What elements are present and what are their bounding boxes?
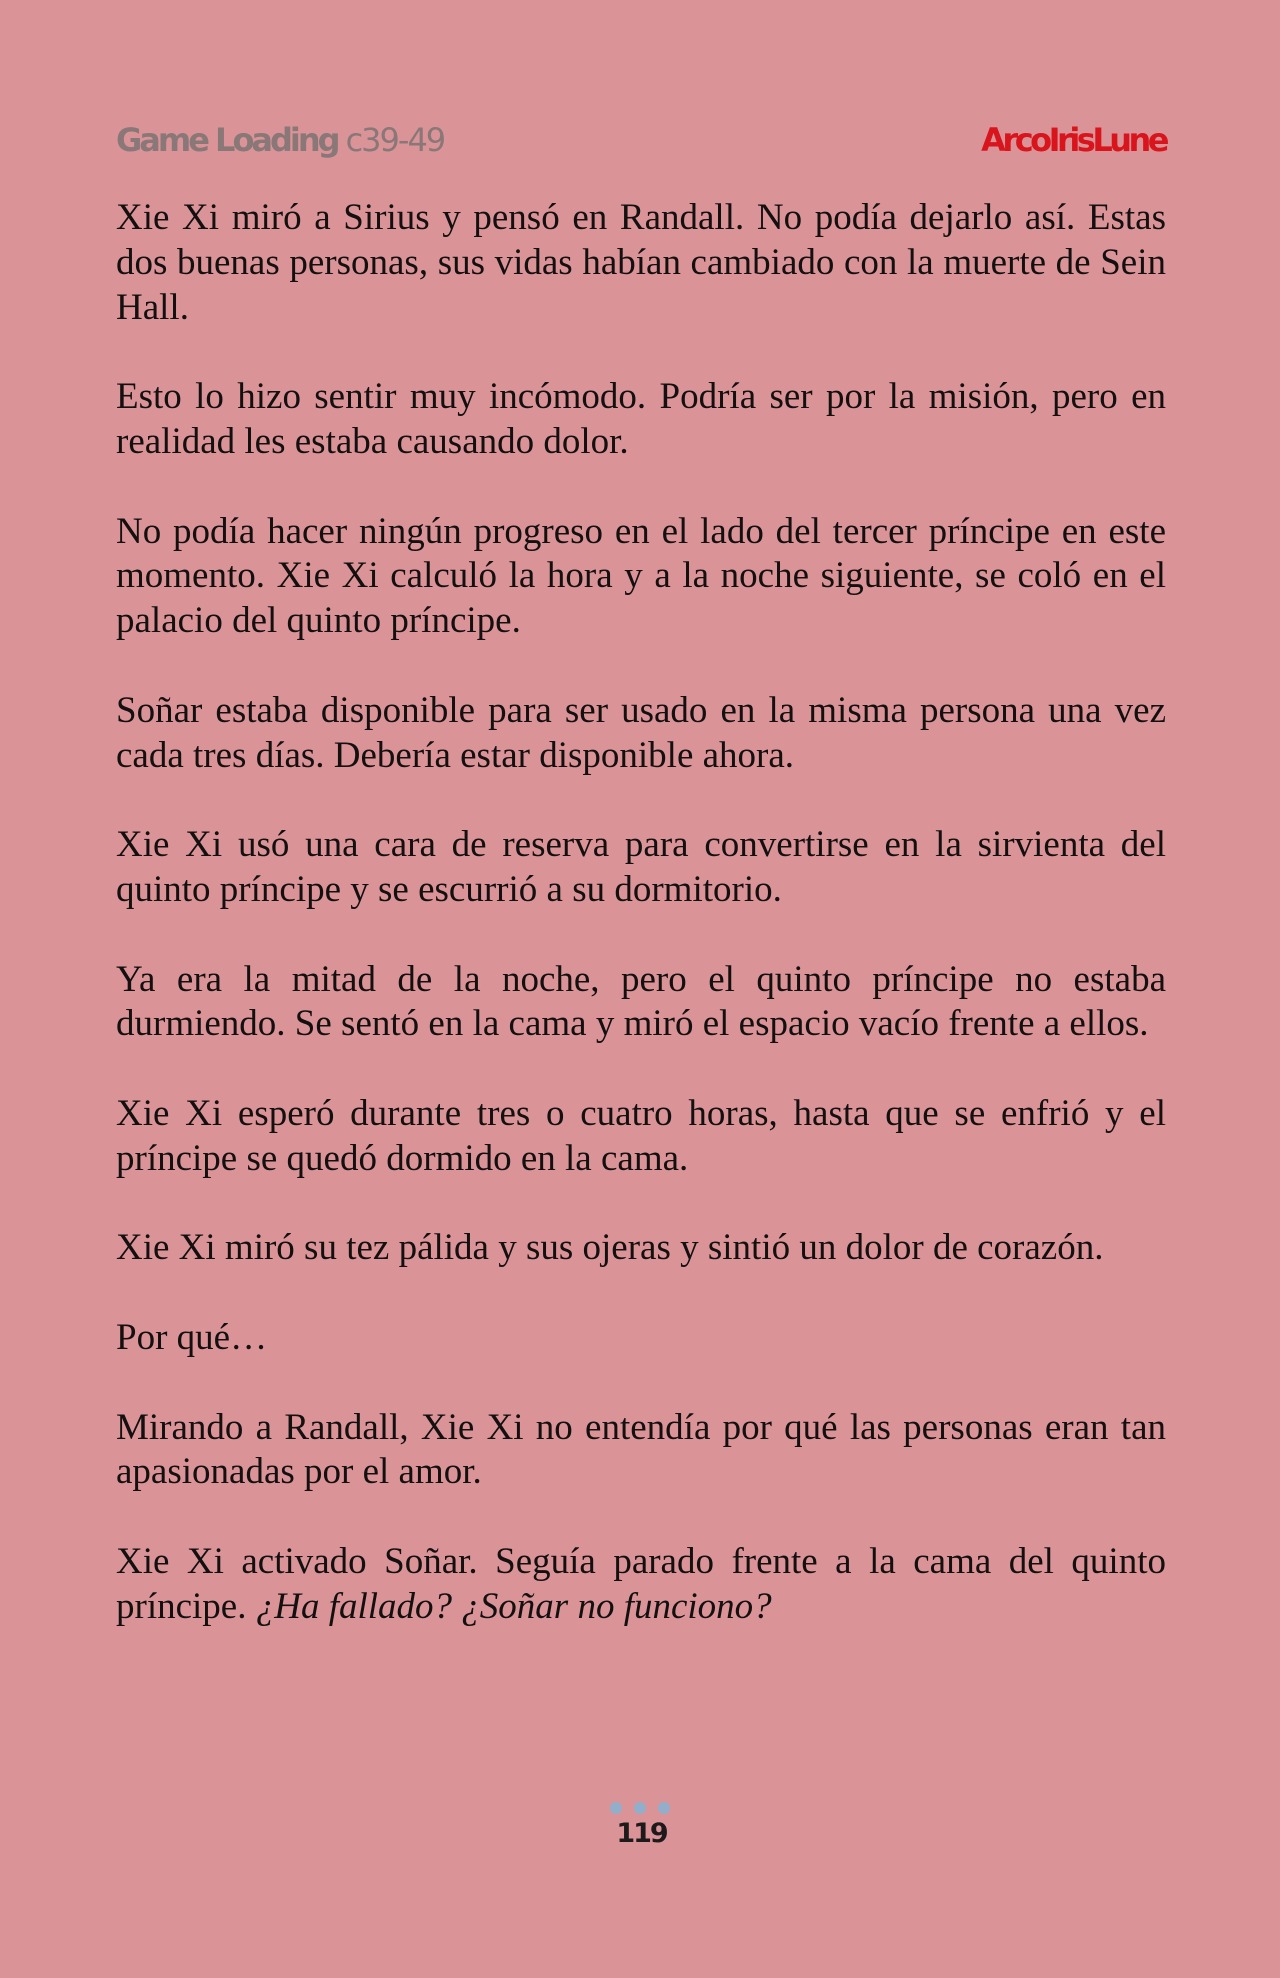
book-title: Game Loading xyxy=(116,121,338,159)
paragraph-11 xyxy=(116,1540,1166,1630)
running-title xyxy=(116,118,444,162)
dot-icon xyxy=(658,1802,670,1814)
page-number: 119 xyxy=(616,1818,667,1849)
paragraph-3: No podía hacer ningún progreso en el lado del tercer príncipe en este momento. Xie Xi calculó la hora y a la noche siguiente, se coló en el palacio del quinto príncipe. xyxy=(116,510,1166,642)
paragraph-11-text: Xie Xi activado Soñar. Seguía parado frente a la cama del quinto príncipe. xyxy=(116,1540,1166,1627)
paragraph-8: Xie Xi miró su tez pálida y sus ojeras y sintió un dolor de corazón. xyxy=(116,1227,1104,1269)
paragraph-6: Ya era la mitad de la noche, pero el quinto príncipe no estaba durmiendo. Se sentó en la cama y miró el espacio vacío frente a ellos. xyxy=(116,958,1166,1045)
page-header xyxy=(116,118,1166,162)
paragraph-7: Xie Xi esperó durante tres o cuatro horas, hasta que se enfrió y el príncipe se quedó dormido en la cama. xyxy=(116,1092,1166,1179)
paragraph-9: Por qué… xyxy=(116,1316,268,1358)
paragraph-11-italic-thought: ¿Ha fallado? ¿Soñar no funciono? xyxy=(255,1585,772,1627)
paragraph-5: Xie Xi usó una cara de reserva para convertirse en la sirvienta del quinto príncipe y se escurrió a su dormitorio. xyxy=(116,824,1166,910)
dot-icon xyxy=(634,1802,646,1814)
paragraph-4: Soñar estaba disponible para ser usado en la misma persona una vez cada tres días. Debería estar disponible ahora. xyxy=(116,689,1166,776)
author-name: ArcoIrisLune xyxy=(981,121,1166,159)
paragraph-10: Mirando a Randall, Xie Xi no entendía por qué las personas eran tan apasionadas por el amor. xyxy=(116,1406,1166,1493)
page-footer xyxy=(0,1802,1280,1872)
chapter-range: c39-49 xyxy=(345,121,445,159)
paragraph-2: Esto lo hizo sentir muy incómodo. Podría ser por la misión, pero en realidad les estaba causando dolor. xyxy=(116,376,1166,462)
page-body xyxy=(116,196,1166,1630)
dot-icon xyxy=(610,1802,622,1814)
paragraph-1: Xie Xi miró a Sirius y pensó en Randall. No podía dejarlo así. Estas dos buenas personas, sus vidas habían cambiado con la muerte de Sein Hall. xyxy=(116,197,1166,328)
